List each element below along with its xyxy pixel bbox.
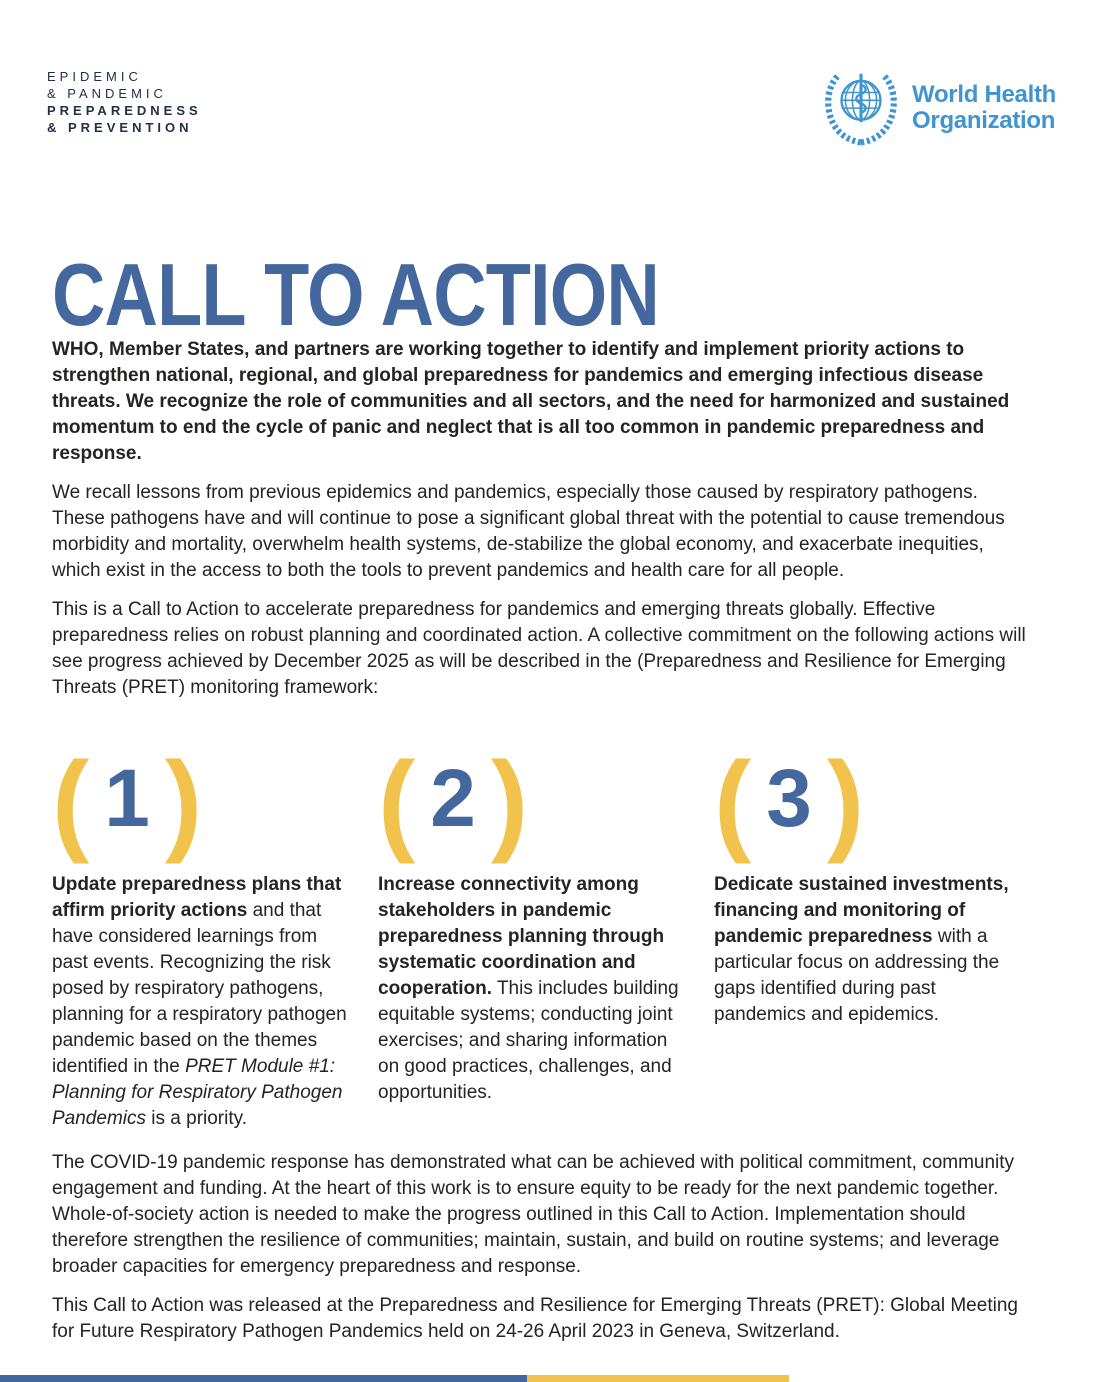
who-emblem-icon bbox=[822, 64, 900, 151]
intro-section bbox=[52, 337, 1027, 714]
paren-close-glyph: ) bbox=[826, 739, 865, 864]
action-lead-bold: Increase connectivity among stakeholders in pandemic preparedness planning through systematic coordination and cooperation. bbox=[378, 874, 665, 999]
action-tail: is a priority. bbox=[146, 1108, 248, 1129]
action-item-2 bbox=[378, 739, 688, 1132]
who-wordmark bbox=[912, 82, 1056, 134]
action-digit: 2 bbox=[430, 753, 476, 844]
brand-line: EPIDEMIC bbox=[47, 69, 142, 84]
action-italic: PRET Module #1: Planning for Respiratory Pathogen Pandemics bbox=[52, 1056, 343, 1129]
action-digit: 3 bbox=[766, 753, 812, 844]
intro-paragraph: This is a Call to Action to accelerate preparedness for pandemics and emerging threats globally. Effective preparedness relies on robust planning and coordinated action. A collective commitment on the following actions will see progress achieved by December 2025 as will be described in the (Preparedness and Resilience for Emerging Threats (PRET) monitoring framework: bbox=[52, 599, 1026, 698]
action-text bbox=[714, 872, 1014, 1028]
closing-section bbox=[52, 1150, 1027, 1358]
page-title: CALL TO ACTION bbox=[52, 244, 659, 344]
who-wordmark-line: Organization bbox=[912, 106, 1056, 134]
action-item-3 bbox=[714, 739, 1014, 1132]
who-logo bbox=[822, 64, 1056, 151]
action-number-graphic bbox=[714, 739, 1014, 864]
brand-line: & PREVENTION bbox=[47, 120, 193, 135]
closing-paragraph: This Call to Action was released at the Preparedness and Resilience for Emerging Threats (PRET): Global Meeting for Future Respiratory Pathogen Pandemics held on 24-26 April 2023 in Geneva, Switzerland. bbox=[52, 1295, 1018, 1342]
paren-close-glyph: ) bbox=[490, 739, 529, 864]
action-text bbox=[52, 872, 352, 1132]
action-item-1 bbox=[52, 739, 352, 1132]
epp-brand-logo bbox=[47, 68, 202, 136]
action-body: with a particular focus on addressing the gaps identified during past pandemics and epidemics. bbox=[714, 926, 1000, 1025]
action-number-graphic bbox=[52, 739, 352, 864]
actions-section bbox=[52, 739, 1014, 1132]
paren-open-glyph: ( bbox=[714, 739, 752, 864]
intro-paragraph: We recall lessons from previous epidemics and pandemics, especially those caused by respiratory pathogens. These pathogens have and will continue to pose a significant global threat with the potential to cause tremendous morbidity and mortality, overwhelm health systems, de-stabilize the global economy, and exacerbate inequities, which exist in the access to both the tools to prevent pandemics and health care for all people. bbox=[52, 482, 1005, 581]
action-digit: 1 bbox=[104, 753, 150, 844]
action-number-graphic bbox=[378, 739, 688, 864]
intro-paragraph: WHO, Member States, and partners are working together to identify and implement priority actions to strengthen national, regional, and global preparedness for pandemics and emerging infectious disease threats. We recognize the role of communities and all sectors, and the need for harmonized and sustained momentum to end the cycle of panic and neglect that is all too common in pandemic preparedness and response. bbox=[52, 339, 1010, 464]
brand-line: PREPAREDNESS bbox=[47, 103, 202, 118]
closing-paragraph: The COVID-19 pandemic response has demonstrated what can be achieved with political commitment, community engagement and funding. At the heart of this work is to ensure equity to be ready for the next pandemic together. Whole-of-society action is needed to make the progress outlined in this Call to Action. Implementation should therefore strengthen the resilience of communities; maintain, sustain, and build on routine systems; and leverage broader capacities for emergency preparedness and response. bbox=[52, 1152, 1015, 1277]
footer-accent-bar bbox=[0, 1375, 1106, 1382]
action-body: This includes building equitable systems; conducting joint exercises; and sharing information on good practices, challenges, and opportunities. bbox=[378, 978, 679, 1103]
paren-open-glyph: ( bbox=[378, 739, 416, 864]
paren-close-glyph: ) bbox=[164, 739, 203, 864]
footer-bar-gold-segment bbox=[527, 1375, 789, 1382]
brand-line: & PANDEMIC bbox=[47, 86, 167, 101]
action-lead-bold: Update preparedness plans that affirm priority actions bbox=[52, 874, 342, 921]
footer-bar-blue-segment bbox=[0, 1375, 527, 1382]
action-lead-bold: Dedicate sustained investments, financing and monitoring of pandemic preparedness bbox=[714, 874, 1009, 947]
who-wordmark-line: World Health bbox=[912, 80, 1056, 108]
paren-open-glyph: ( bbox=[52, 739, 90, 864]
action-body: and that have considered learnings from past events. Recognizing the risk posed by respiratory pathogens, planning for a respiratory pathogen pandemic based on the themes identified in the bbox=[52, 900, 347, 1077]
action-text bbox=[378, 872, 688, 1106]
